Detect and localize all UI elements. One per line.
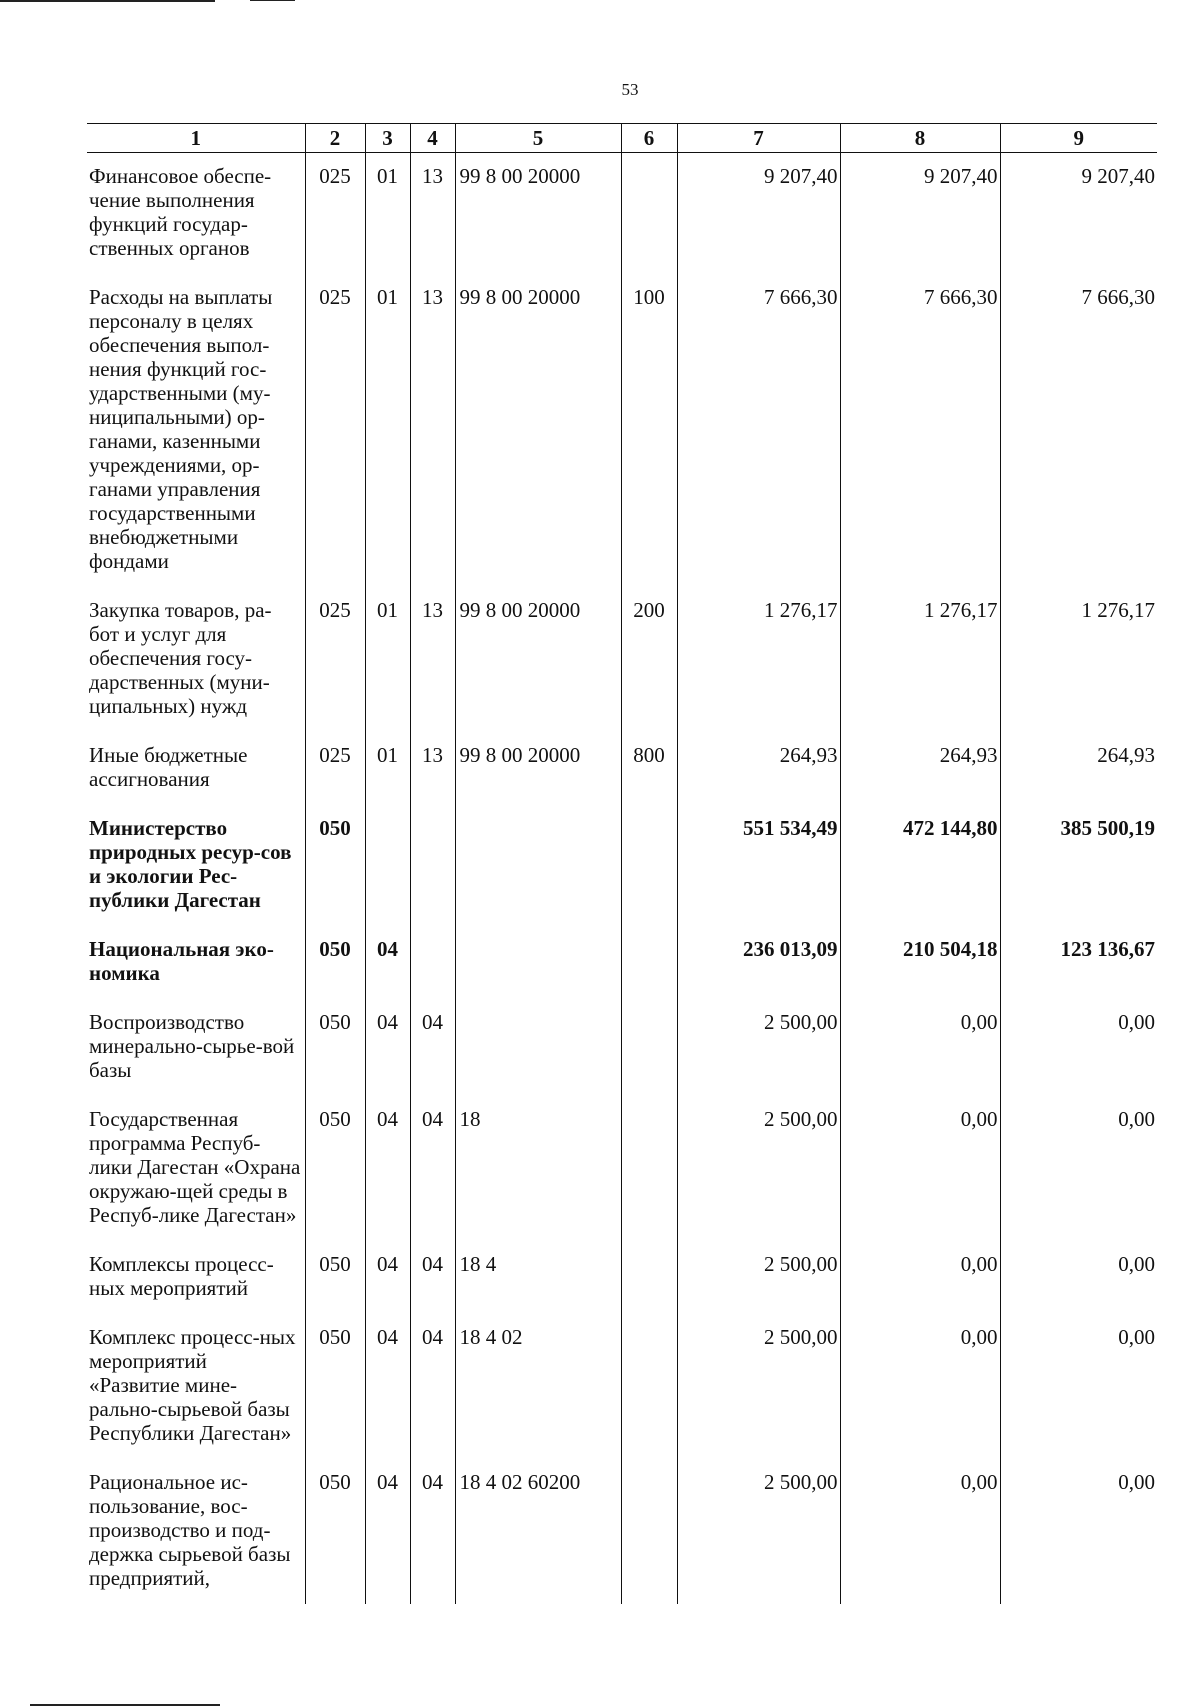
row-label: Воспроизводство минерально-сырье-вой базы xyxy=(89,1010,295,1082)
row-label: Государственная программа Респуб-лики Дагестан «Охрана окружаю-щей среды в Респуб-лике Дагестан» xyxy=(89,1107,301,1227)
scan-bottom-line xyxy=(30,1704,220,1706)
table-row xyxy=(87,1314,1157,1459)
section-code: 04 xyxy=(365,999,410,1096)
row-label: Расходы на выплаты персоналу в целях обеспечения выпол-нения функций гос-ударственными (му-ниципальными) ор-ганами, казенными учреждениями, ор-ганами управления государственными внебюджетными фондами xyxy=(89,285,273,573)
section-code: 01 xyxy=(365,153,410,275)
expense-type-code xyxy=(621,1459,677,1604)
amount-col7: 2 500,00 xyxy=(677,1096,840,1241)
target-article-code: 18 xyxy=(455,1096,621,1241)
amount-col8: 1 276,17 xyxy=(840,587,1000,732)
ministry-code: 050 xyxy=(305,999,365,1096)
expense-type-code xyxy=(621,999,677,1096)
table-row xyxy=(87,926,1157,999)
amount-col8: 0,00 xyxy=(840,1096,1000,1241)
amount-col7: 2 500,00 xyxy=(677,999,840,1096)
amount-col7: 264,93 xyxy=(677,732,840,805)
amount-col8: 210 504,18 xyxy=(840,926,1000,999)
expense-type-code: 800 xyxy=(621,732,677,805)
expense-type-code xyxy=(621,1241,677,1314)
amount-col7: 7 666,30 xyxy=(677,274,840,587)
column-header: 9 xyxy=(1000,124,1157,153)
amount-col7: 2 500,00 xyxy=(677,1241,840,1314)
ministry-code: 025 xyxy=(305,153,365,275)
column-header: 3 xyxy=(365,124,410,153)
section-code: 01 xyxy=(365,587,410,732)
amount-col8: 0,00 xyxy=(840,1314,1000,1459)
section-code: 04 xyxy=(365,1459,410,1604)
expense-type-code xyxy=(621,926,677,999)
amount-col9: 0,00 xyxy=(1000,1241,1157,1314)
table-row xyxy=(87,153,1157,275)
subsection-code: 04 xyxy=(410,1459,455,1604)
expense-type-code xyxy=(621,1314,677,1459)
section-code: 04 xyxy=(365,1096,410,1241)
row-label: Национальная эко-номика xyxy=(89,937,274,985)
expense-type-code xyxy=(621,1096,677,1241)
ministry-code: 050 xyxy=(305,805,365,926)
amount-col7: 236 013,09 xyxy=(677,926,840,999)
page-number: 53 xyxy=(621,80,639,99)
target-article-code xyxy=(455,926,621,999)
subsection-code: 13 xyxy=(410,587,455,732)
subsection-code: 13 xyxy=(410,274,455,587)
scan-top-dash xyxy=(250,0,295,1)
amount-col8: 264,93 xyxy=(840,732,1000,805)
amount-col9: 0,00 xyxy=(1000,1096,1157,1241)
expense-type-code: 200 xyxy=(621,587,677,732)
budget-table xyxy=(87,123,1157,1604)
table-row xyxy=(87,274,1157,587)
section-code xyxy=(365,805,410,926)
table-row xyxy=(87,1241,1157,1314)
subsection-code: 13 xyxy=(410,153,455,275)
expense-type-code: 100 xyxy=(621,274,677,587)
amount-col8: 0,00 xyxy=(840,1459,1000,1604)
column-header: 6 xyxy=(621,124,677,153)
target-article-code: 99 8 00 20000 xyxy=(455,153,621,275)
row-label: Финансовое обеспе-чение выполнения функций государ-ственных органов xyxy=(89,164,272,260)
amount-col9: 0,00 xyxy=(1000,1459,1157,1604)
target-article-code: 18 4 02 60200 xyxy=(455,1459,621,1604)
header-row xyxy=(87,124,1157,153)
subsection-code xyxy=(410,805,455,926)
amount-col9: 0,00 xyxy=(1000,1314,1157,1459)
column-header: 1 xyxy=(87,124,305,153)
section-code: 04 xyxy=(365,1241,410,1314)
target-article-code: 18 4 xyxy=(455,1241,621,1314)
section-code: 01 xyxy=(365,274,410,587)
column-header: 8 xyxy=(840,124,1000,153)
amount-col9: 9 207,40 xyxy=(1000,153,1157,275)
amount-col7: 9 207,40 xyxy=(677,153,840,275)
subsection-code: 04 xyxy=(410,999,455,1096)
target-article-code xyxy=(455,805,621,926)
amount-col7: 551 534,49 xyxy=(677,805,840,926)
section-code: 04 xyxy=(365,926,410,999)
amount-col9: 0,00 xyxy=(1000,999,1157,1096)
table-row xyxy=(87,587,1157,732)
amount-col8: 0,00 xyxy=(840,1241,1000,1314)
amount-col7: 2 500,00 xyxy=(677,1459,840,1604)
table-row xyxy=(87,999,1157,1096)
ministry-code: 050 xyxy=(305,1241,365,1314)
amount-col7: 1 276,17 xyxy=(677,587,840,732)
ministry-code: 050 xyxy=(305,926,365,999)
row-label: Министерство природных ресур-сов и экологии Рес-публики Дагестан xyxy=(89,816,292,912)
column-header: 5 xyxy=(455,124,621,153)
table-row xyxy=(87,1459,1157,1604)
row-label: Комплексы процесс-ных мероприятий xyxy=(89,1252,274,1300)
section-code: 01 xyxy=(365,732,410,805)
amount-col9: 7 666,30 xyxy=(1000,274,1157,587)
subsection-code xyxy=(410,926,455,999)
row-label: Комплекс процесс-ных мероприятий «Развитие мине-рально-сырьевой базы Республики Дагестан» xyxy=(89,1325,296,1445)
amount-col9: 1 276,17 xyxy=(1000,587,1157,732)
target-article-code: 99 8 00 20000 xyxy=(455,732,621,805)
row-label: Закупка товаров, ра-бот и услуг для обеспечения госу-дарственных (муни-ципальных) нужд xyxy=(89,598,272,718)
amount-col8: 0,00 xyxy=(840,999,1000,1096)
table-row xyxy=(87,805,1157,926)
ministry-code: 025 xyxy=(305,732,365,805)
row-label: Рациональное ис-пользование, вос-производство и под-держка сырьевой базы предприятий, xyxy=(89,1470,291,1590)
expense-type-code xyxy=(621,805,677,926)
ministry-code: 025 xyxy=(305,274,365,587)
subsection-code: 13 xyxy=(410,732,455,805)
ministry-code: 025 xyxy=(305,587,365,732)
subsection-code: 04 xyxy=(410,1241,455,1314)
subsection-code: 04 xyxy=(410,1096,455,1241)
ministry-code: 050 xyxy=(305,1314,365,1459)
table-row xyxy=(87,1096,1157,1241)
amount-col9: 264,93 xyxy=(1000,732,1157,805)
column-header: 2 xyxy=(305,124,365,153)
column-header: 4 xyxy=(410,124,455,153)
table-body xyxy=(87,153,1157,1605)
expense-type-code xyxy=(621,153,677,275)
table-row xyxy=(87,732,1157,805)
ministry-code: 050 xyxy=(305,1096,365,1241)
target-article-code: 18 4 02 xyxy=(455,1314,621,1459)
amount-col7: 2 500,00 xyxy=(677,1314,840,1459)
amount-col8: 472 144,80 xyxy=(840,805,1000,926)
target-article-code: 99 8 00 20000 xyxy=(455,274,621,587)
amount-col8: 9 207,40 xyxy=(840,153,1000,275)
scan-top-line xyxy=(0,0,215,2)
amount-col9: 123 136,67 xyxy=(1000,926,1157,999)
ministry-code: 050 xyxy=(305,1459,365,1604)
section-code: 04 xyxy=(365,1314,410,1459)
column-header: 7 xyxy=(677,124,840,153)
amount-col9: 385 500,19 xyxy=(1000,805,1157,926)
target-article-code: 99 8 00 20000 xyxy=(455,587,621,732)
row-label: Иные бюджетные ассигнования xyxy=(89,743,248,791)
target-article-code xyxy=(455,999,621,1096)
subsection-code: 04 xyxy=(410,1314,455,1459)
amount-col8: 7 666,30 xyxy=(840,274,1000,587)
